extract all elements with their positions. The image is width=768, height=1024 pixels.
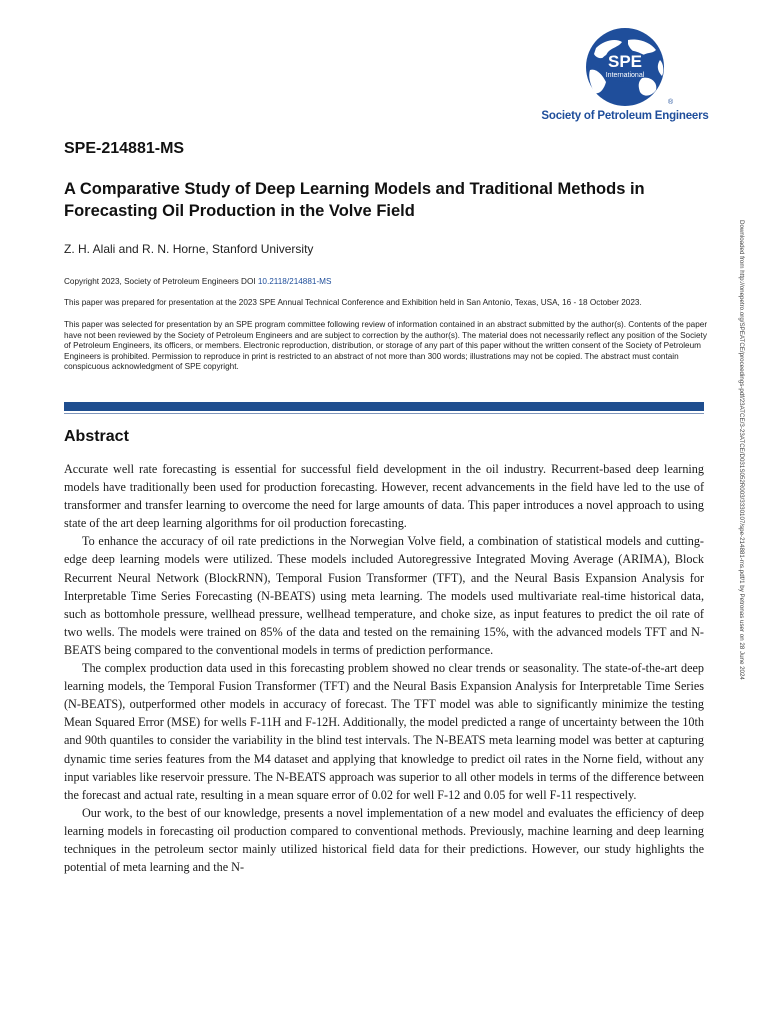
doi-link[interactable]: 10.2118/214881-MS <box>257 277 332 286</box>
abstract-paragraph: Accurate well rate forecasting is essential for successful field development in the oil industry. Recurrent-based deep learning models have traditionally been used for production forecasting. However, recent advancements in the field have led to the use of transformer and transfer learning to overcome the need for large amounts of data. This paper introduces a novel approach to using state of the art deep learning algorithms for oil production forecasting. <box>64 462 704 531</box>
paper-number: SPE-214881-MS <box>64 140 185 157</box>
abstract-paragraph: Our work, to the best of our knowledge, presents a novel implementation of a new model and evaluates the efficiency of deep learning models in forecasting oil production compared to conventional methods. Previously, machine learning and deep learning techniques in the petroleum sector mainly utilized historical field data for their predictions. However, our study highlights the potential of meta learning and the N- <box>64 805 704 875</box>
logo-text-sub: International <box>605 72 645 79</box>
download-watermark: Downloaded from http://onepetro.org/SPEATCE/proceedings-pdf/23ATCE/3-23ATCE/D031S052R003/3330107/spe-214881-ms.pdf/1 by Petronas user on 28 June 2024 <box>738 220 745 680</box>
section-divider <box>64 402 704 411</box>
authors: Z. H. Alali and R. N. Horne, Stanford University <box>64 242 314 256</box>
abstract-body <box>64 460 704 876</box>
globe-icon <box>556 26 694 108</box>
logo-caption: Society of Petroleum Engineers <box>541 110 709 122</box>
abstract-paragraph: The complex production data used in this forecasting problem showed no clear trends or seasonality. The state-of-the-art deep learning models, the Temporal Fusion Transformer (TFT) and the Neural Basis Expansion Analysis for Interpretable Time Series (N-BEATS), outperformed other models in accuracy of forecast. The TFT model was able to significantly minimize the testing Mean Squared Error (MSE) for wells F-11H and F-12H. Additionally, the model predicted a range of uncertainty between the 10th and 90th quantiles to consider the variability in the blind test intervals. The N-BEATS meta learning model was better at capturing dynamic time series features from the M4 dataset and applying that knowledge to predict oil rates in the Norne field, without any input variables like reservoir pressure. The N-BEATS approach was superior to all other models in terms of the difference between the forecast and actual rate, resulting in a mean square error of 0.02 for well F-12 and 0.05 for well F-11 respectively. <box>64 661 704 802</box>
disclaimer: This paper was selected for presentation by an SPE program committee following review of information contained in an abstract submitted by the author(s). Contents of the paper have not been reviewed by the Society of Petroleum Engineers and are subject to correction by the author(s). The material does not necessarily reflect any position of the Society of Petroleum Engineers, its officers, or members. Electronic reproduction, distribution, or storage of any part of this paper without the written consent of the Society of Petroleum Engineers is prohibited. Permission to reproduce in print is restricted to an abstract of not more than 300 words; illustrations may not be copied. The abstract must contain conspicuous acknowledgment of SPE copyright. <box>64 320 708 372</box>
prepared-statement: This paper was prepared for presentation at the 2023 SPE Annual Technical Conference and Exhibition held in San Antonio, Texas, USA, 16 - 18 October 2023. <box>64 298 642 307</box>
paper-title: A Comparative Study of Deep Learning Models and Traditional Methods in Forecasting Oil Production in the Volve Field <box>64 180 645 220</box>
copyright-line <box>64 277 331 286</box>
abstract-heading: Abstract <box>64 428 129 445</box>
section-divider-thin <box>64 413 704 414</box>
logo-text-main: SPE <box>607 52 643 71</box>
copyright-text: Copyright 2023, Society of Petroleum Engineers DOI <box>64 277 258 286</box>
registered-mark: ® <box>668 99 674 106</box>
spe-logo[interactable] <box>540 26 710 126</box>
abstract-paragraph: To enhance the accuracy of oil rate predictions in the Norwegian Volve field, a combination of statistical models and cutting-edge deep learning models were utilized. These models included Autoregressive Integrated Moving Average (ARIMA), Block Recurrent Neural Network (BlockRNN), Temporal Fusion Transformer (TFT), and the Neural Basis Expansion Analysis for Interpretable Time Series Forecasting (N-BEATS) using meta learning. The models used multivariate real-time historical data, such as bottomhole pressure, wellhead pressure, wellhead temperature, and choke size, as input features to predict the oil rate of two wells. The models were trained on 85% of the data and tested on the remaining 15%, with the advanced models TFT and N-BEATS being compared to the conventional models in terms of prediction performance. <box>64 534 704 657</box>
